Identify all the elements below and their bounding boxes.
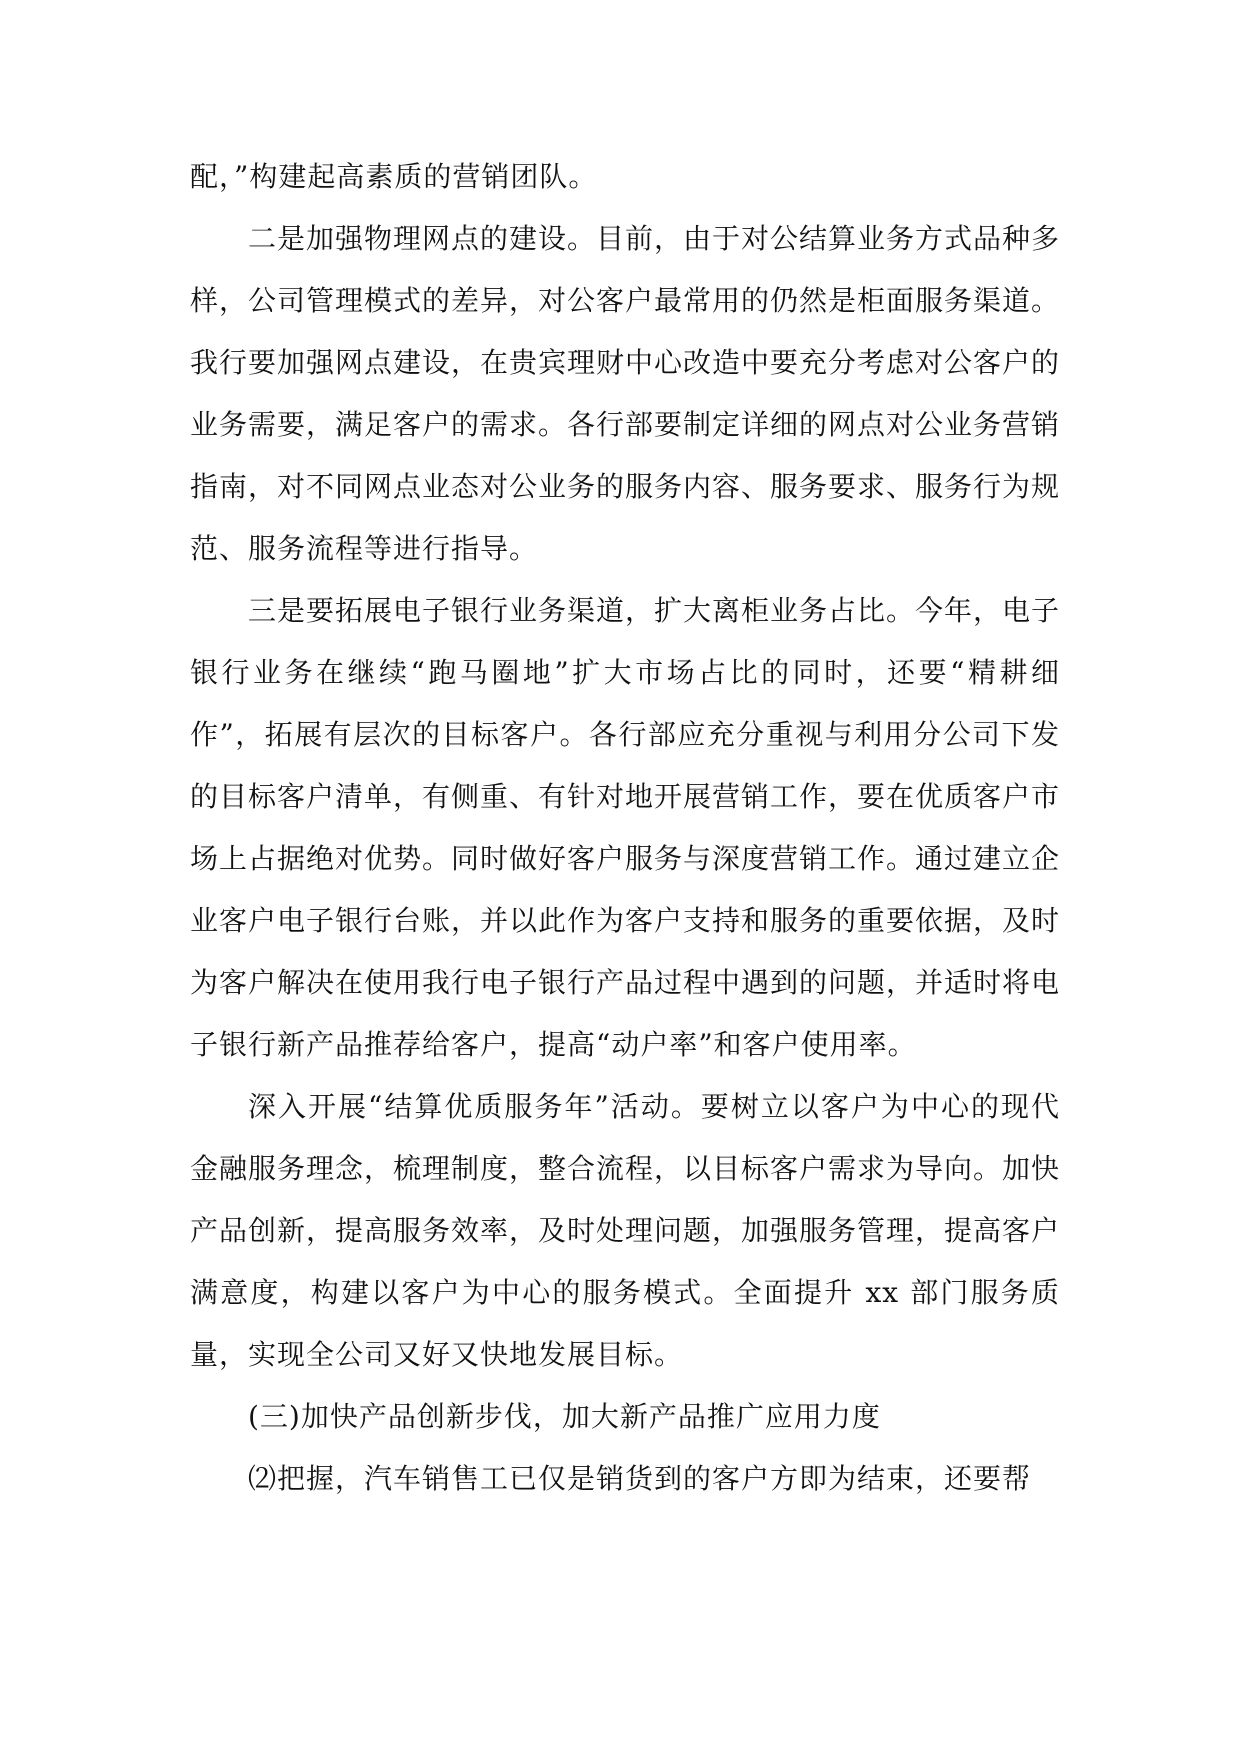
paragraph-e-banking: 三是要拓展电子银行业务渠道，扩大离柜业务占比。今年，电子银行业务在继续“跑马圈地”扩大市场占比的同时，还要“精耕细作”，拓展有层次的目标客户。各行部应充分重视与利用分公司下发的目标客户清单，有侧重、有针对地开展营销工作，要在优质客户市场上占据绝对优势。同时做好客户服务与深度营销工作。通过建立企业客户电子银行台账，并以此作为客户支持和服务的重要依据，及时为客户解决在使用我行电子银行产品过程中遇到的问题，并适时将电子银行新产品推荐给客户，提高“动户率”和客户使用率。 [190, 594, 1061, 1061]
paragraph-item-2: ⑵把握，汽车销售工已仅是销货到的客户方即为结束，还要帮 [248, 1462, 1032, 1495]
document-body [190, 146, 1060, 1510]
paragraph-physical-outlets: 二是加强物理网点的建设。目前，由于对公结算业务方式品种多样，公司管理模式的差异，对公客户最常用的仍然是柜面服务渠道。我行要加强网点建设，在贵宾理财中心改造中要充分考虑对公客户的业务需要，满足客户的需求。各行部要制定详细的网点对公业务营销指南，对不同网点业态对公业务的服务内容、服务要求、服务行为规范、服务流程等进行指导。 [190, 222, 1061, 565]
section-heading-product-innovation: (三)加快产品创新步伐，加大新产品推广应用力度 [248, 1400, 881, 1433]
paragraph-quality-service-year: 深入开展“结算优质服务年”活动。要树立以客户为中心的现代金融服务理念，梳理制度，整合流程，以目标客户需求为导向。加快产品创新，提高服务效率，及时处理问题，加强服务管理，提高客户满意度，构建以客户为中心的服务模式。全面提升 xx 部门服务质量，实现全公司又好又快地发展目标。 [190, 1090, 1061, 1371]
paragraph-continuation: 配，”构建起高素质的营销团队。 [190, 160, 598, 193]
